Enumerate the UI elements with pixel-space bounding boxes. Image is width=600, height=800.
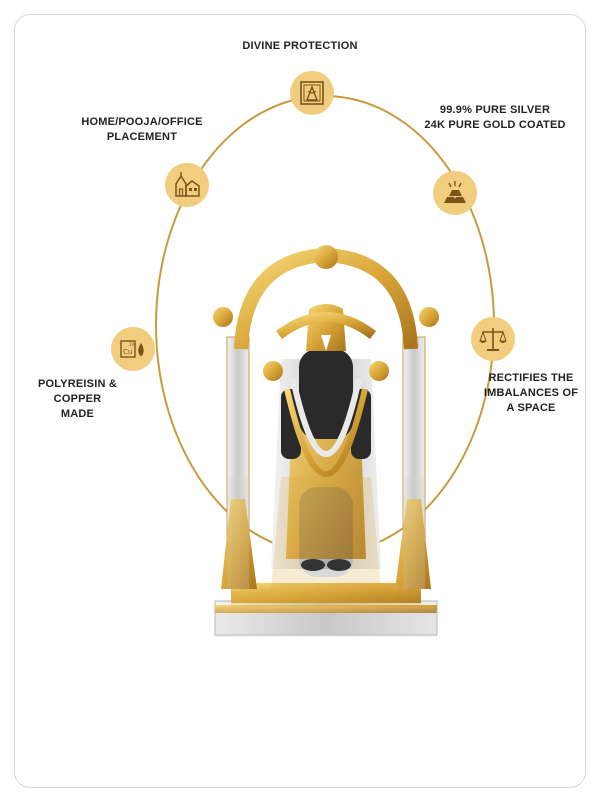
label-line: MADE (60, 408, 95, 420)
element-number: 29 (129, 342, 135, 347)
temple-house-icon (165, 163, 209, 207)
label-line: PLACEMENT (106, 131, 178, 143)
yantra-frame-icon (290, 71, 334, 115)
label-line: 99.9% PURE SILVER (439, 104, 551, 116)
label-line: HOME/POOJA/OFFICE (81, 116, 203, 128)
gold-bars-icon (433, 171, 477, 215)
label-placement (67, 115, 217, 145)
label-pure-silver-gold (410, 103, 580, 133)
label-rectifies (477, 371, 585, 416)
product-infographic-card (14, 14, 586, 788)
label-line: POLYREISIN & COPPER (37, 378, 117, 405)
balance-scale-icon (471, 317, 515, 361)
idol-reflection-image (201, 477, 451, 637)
label-line: IMBALANCES OF (483, 387, 579, 399)
label-material (15, 377, 140, 422)
label-divine-protection: DIVINE PROTECTION (242, 40, 358, 52)
copper-element-icon (111, 327, 155, 371)
element-symbol: Cu (123, 348, 133, 356)
label-line: 24K PURE GOLD COATED (424, 119, 566, 131)
label-line: RECTIFIES THE (488, 372, 574, 384)
label-line: A SPACE (506, 402, 556, 414)
